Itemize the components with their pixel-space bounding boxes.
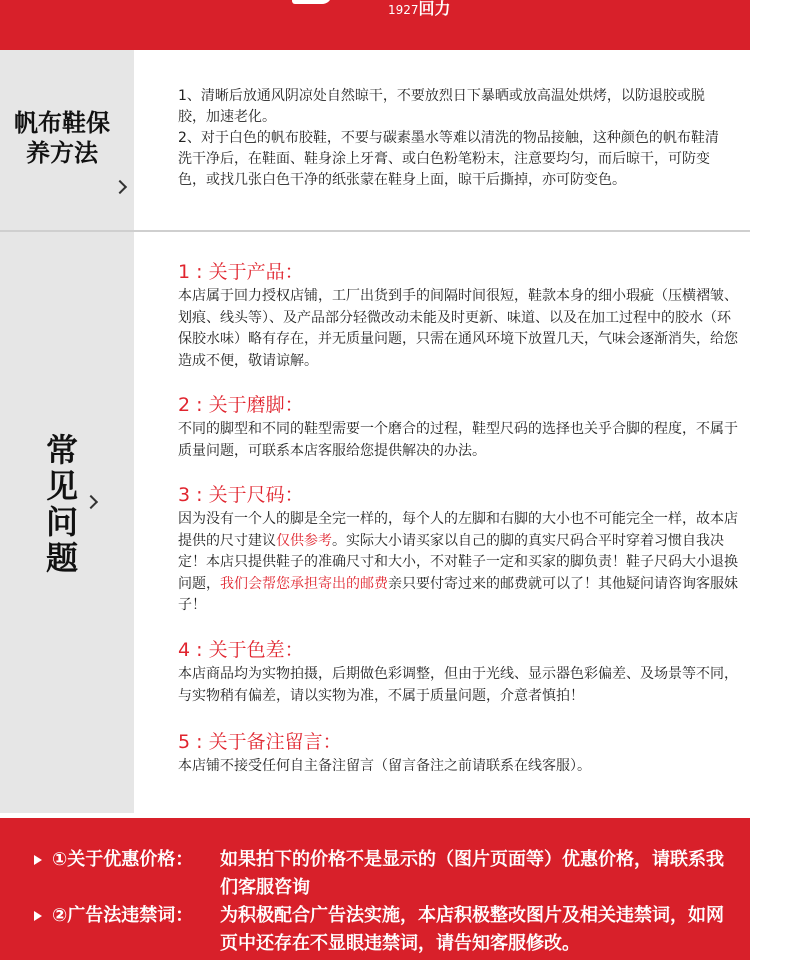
care-paragraph-1: 1、清晰后放通风阴凉处自然晾干，不要放烈日下暴晒或放高温处烘烤，以防退胶或脱胶，加速老化。	[178, 88, 705, 125]
faq-item-fit	[178, 393, 740, 462]
answer-text: 因为没有一个人的脚是全完一样的，每个人的左脚和右脚的大小也不可能完全一样，故本店提供的尺寸建议	[178, 511, 738, 549]
notice-text: 为积极配合广告法实施，本店积极整改图片及相关违禁词，如网页中还存在不显眼违禁词，请告知客服修改。	[220, 905, 724, 954]
faq-answer: 本店商品均为实物拍摄，后期做色彩调整，但由于光线、显示器色彩偏差、及场景等不同，与实物稍有偏差，请以实物为准，不属于质量问题，介意者慎拍！	[178, 666, 738, 704]
faq-item-remarks	[178, 730, 740, 778]
faq-answer	[178, 509, 740, 617]
brand-label	[388, 0, 451, 19]
faq-title: 常见问题	[45, 431, 78, 577]
triangle-right-icon	[34, 855, 42, 865]
faq-question: 2 : 关于磨脚：	[178, 394, 304, 416]
faq-item-color	[178, 638, 740, 707]
triangle-right-icon	[34, 911, 42, 921]
faq-item-product	[178, 260, 740, 372]
notice-text: 如果拍下的价格不是显示的（图片页面等）优惠价格，请联系我们客服咨询	[220, 849, 724, 898]
brand-year: 1927	[388, 3, 419, 17]
brand-name: 回力	[418, 0, 451, 18]
faq-question: 4 : 关于色差：	[178, 639, 304, 661]
faq-answer: 不同的脚型和不同的鞋型需要一个磨合的过程，鞋型尺码的选择也关乎合脚的程度，不属于质量问题，可联系本店客服给您提供解决的办法。	[178, 421, 738, 459]
care-sidebar	[0, 50, 134, 232]
notice-label: ①关于优惠价格：	[52, 849, 194, 870]
highlight-shipping-covered: 我们会帮您承担寄出的邮费	[220, 575, 388, 592]
notice-panel	[0, 818, 750, 960]
care-paragraph-2: 2、对于白色的帆布胶鞋，不要与碳素墨水等难以清洗的物品接触，这种颜色的帆布鞋清洗干净后，在鞋面、鞋身涂上牙膏、或白色粉笔粉末，注意要均匀，而后晾干，可防变色，或找几张白色干净的纸张蒙在鞋身上面，晾干后撕掉，亦可防变色。	[178, 130, 719, 188]
highlight-reference-only: 仅供参考	[276, 532, 332, 549]
notice-label: ②广告法违禁词：	[52, 905, 194, 926]
care-title: 帆布鞋保养方法	[14, 109, 110, 167]
brand-logo-icon	[292, 0, 332, 4]
chevron-right-icon	[84, 495, 98, 509]
answer-text: 亲只要付寄过来的邮费就可以了！其他疑问请咨询客服妹子！	[178, 575, 738, 613]
faq-question: 1 : 关于产品：	[178, 261, 304, 283]
faq-sidebar	[0, 232, 134, 813]
top-banner	[0, 0, 750, 50]
care-body	[178, 86, 728, 191]
faq-question: 3 : 关于尺码：	[178, 484, 304, 506]
faq-question: 5 : 关于备注留言：	[178, 731, 342, 753]
faq-section	[0, 232, 750, 813]
care-section	[0, 50, 750, 232]
chevron-right-icon	[113, 180, 127, 194]
faq-answer: 本店属于回力授权店铺，工厂出货到手的间隔时间很短，鞋款本身的细小瑕疵（压横褶皱、划痕、线头等）、及产品部分轻微改动未能及时更新、味道、以及在加工过程中的胶水（环保胶水味）略有存在，并无质量问题，只需在通风环境下放置几天，气味会逐渐消失，给您造成不便，敬请谅解。	[178, 288, 738, 369]
answer-text: 。实际大小请买家以自己的脚的真实尺码合平时穿着习惯自我决定！本店只提供鞋子的准确尺寸和大小，不对鞋子一定和买家的脚负责！鞋子尺码大小退换问题，	[178, 532, 738, 592]
faq-answer: 本店铺不接受任何自主备注留言（留言备注之前请联系在线客服）。	[178, 758, 591, 774]
faq-item-size	[178, 483, 740, 617]
